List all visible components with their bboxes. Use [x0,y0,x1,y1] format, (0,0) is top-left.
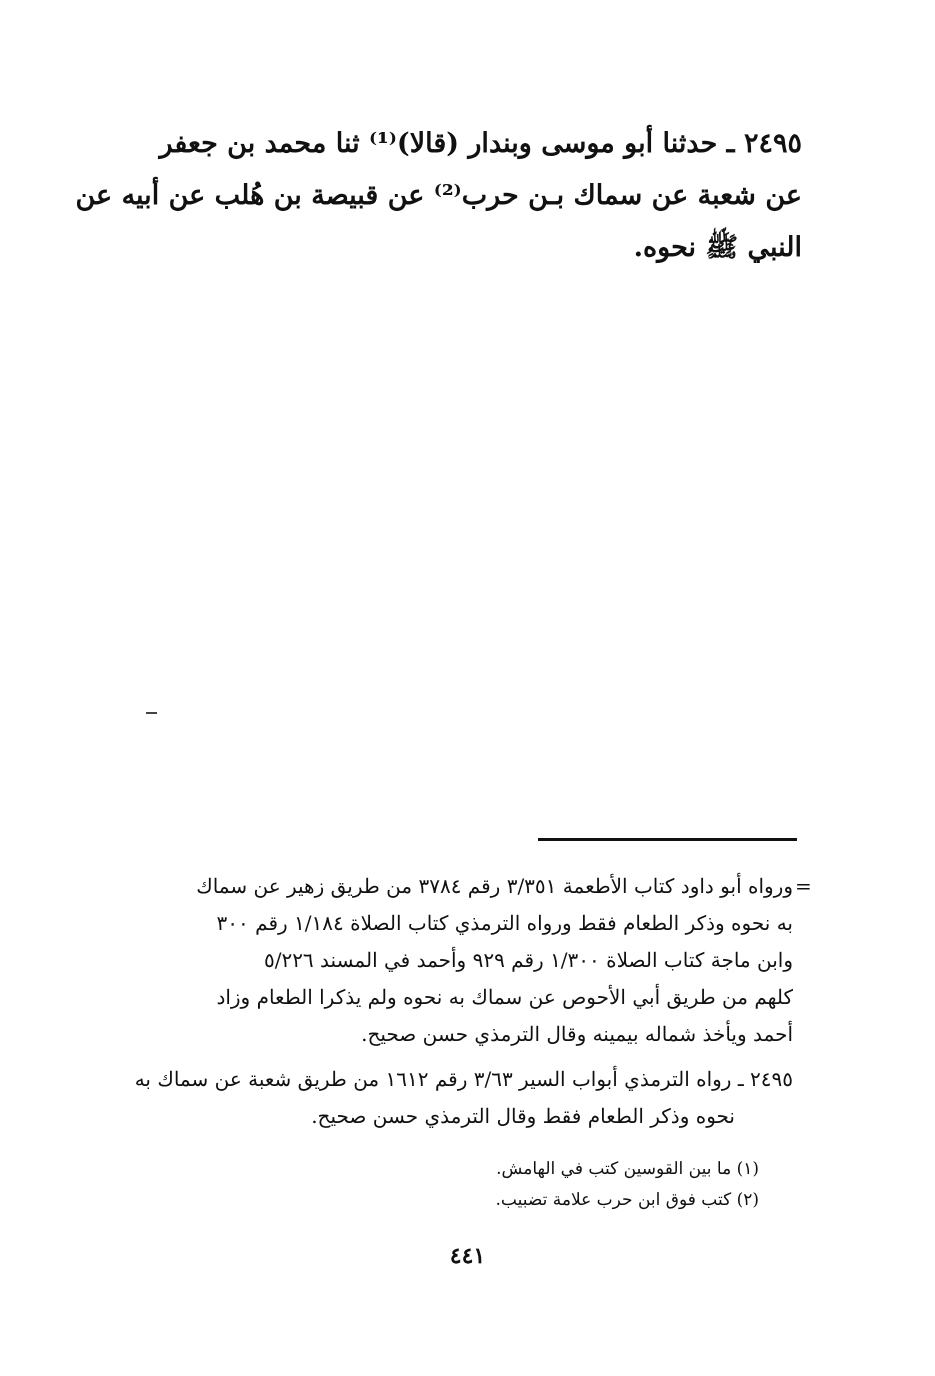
hadith-text-block [75,118,802,274]
hadith-line-1: ٢٤٩٥ ـ حدثنا أبو موسى وبندار (قالا)⁽¹⁾ ثنا محمد بن جعفر [159,128,802,159]
page-number: ٤٤١ [449,1243,486,1269]
footnote-line: به نحوه وذكر الطعام فقط ورواه الترمذي كتاب الصلاة ١/١٨٤ رقم ٣٠٠ [216,911,793,935]
stray-ink-mark [146,712,157,714]
footnote-line: أحمد ويأخذ شماله بيمينه وقال الترمذي حسن صحيح. [361,1022,793,1046]
hadith-line-3: النبي ﷺ نحوه. [633,232,802,263]
footnote-line: نحوه وذكر الطعام فقط وقال الترمذي حسن صحيح. [311,1104,735,1128]
footnote-line: كلهم من طريق أبي الأحوص عن سماك به نحوه ولم يذكرا الطعام وزاد [216,985,793,1009]
marginal-notes [496,1154,759,1216]
hadith-line-2: عن شعبة عن سماك بـن حرب⁽²⁾ عن قبيصة بن هُلب عن أبيه عن [75,180,802,211]
footnote-separator-rule [538,838,797,841]
footnotes-block [118,868,793,1135]
footnote-line: وابن ماجة كتاب الصلاة ١/٣٠٠ رقم ٩٢٩ وأحمد في المسند ٥/٢٢٦ [263,948,793,972]
marginal-note-2: (٢) كتب فوق ابن حرب علامة تضبيب. [495,1190,759,1210]
continuation-mark: = [795,874,812,898]
footnote-line: ٢٤٩٥ ـ رواه الترمذي أبواب السير ٣/٦٣ رقم ١٦١٢ من طريق شعبة عن سماك به [134,1067,793,1091]
previous-note-continuation [118,868,793,1053]
footnote-line: ورواه أبو داود كتاب الأطعمة ٣/٣٥١ رقم ٣٧٨٤ من طريق زهير عن سماك [196,874,793,898]
hadith-2495-note [118,1061,793,1135]
marginal-note-1: (١) ما بين القوسين كتب في الهامش. [496,1159,759,1179]
